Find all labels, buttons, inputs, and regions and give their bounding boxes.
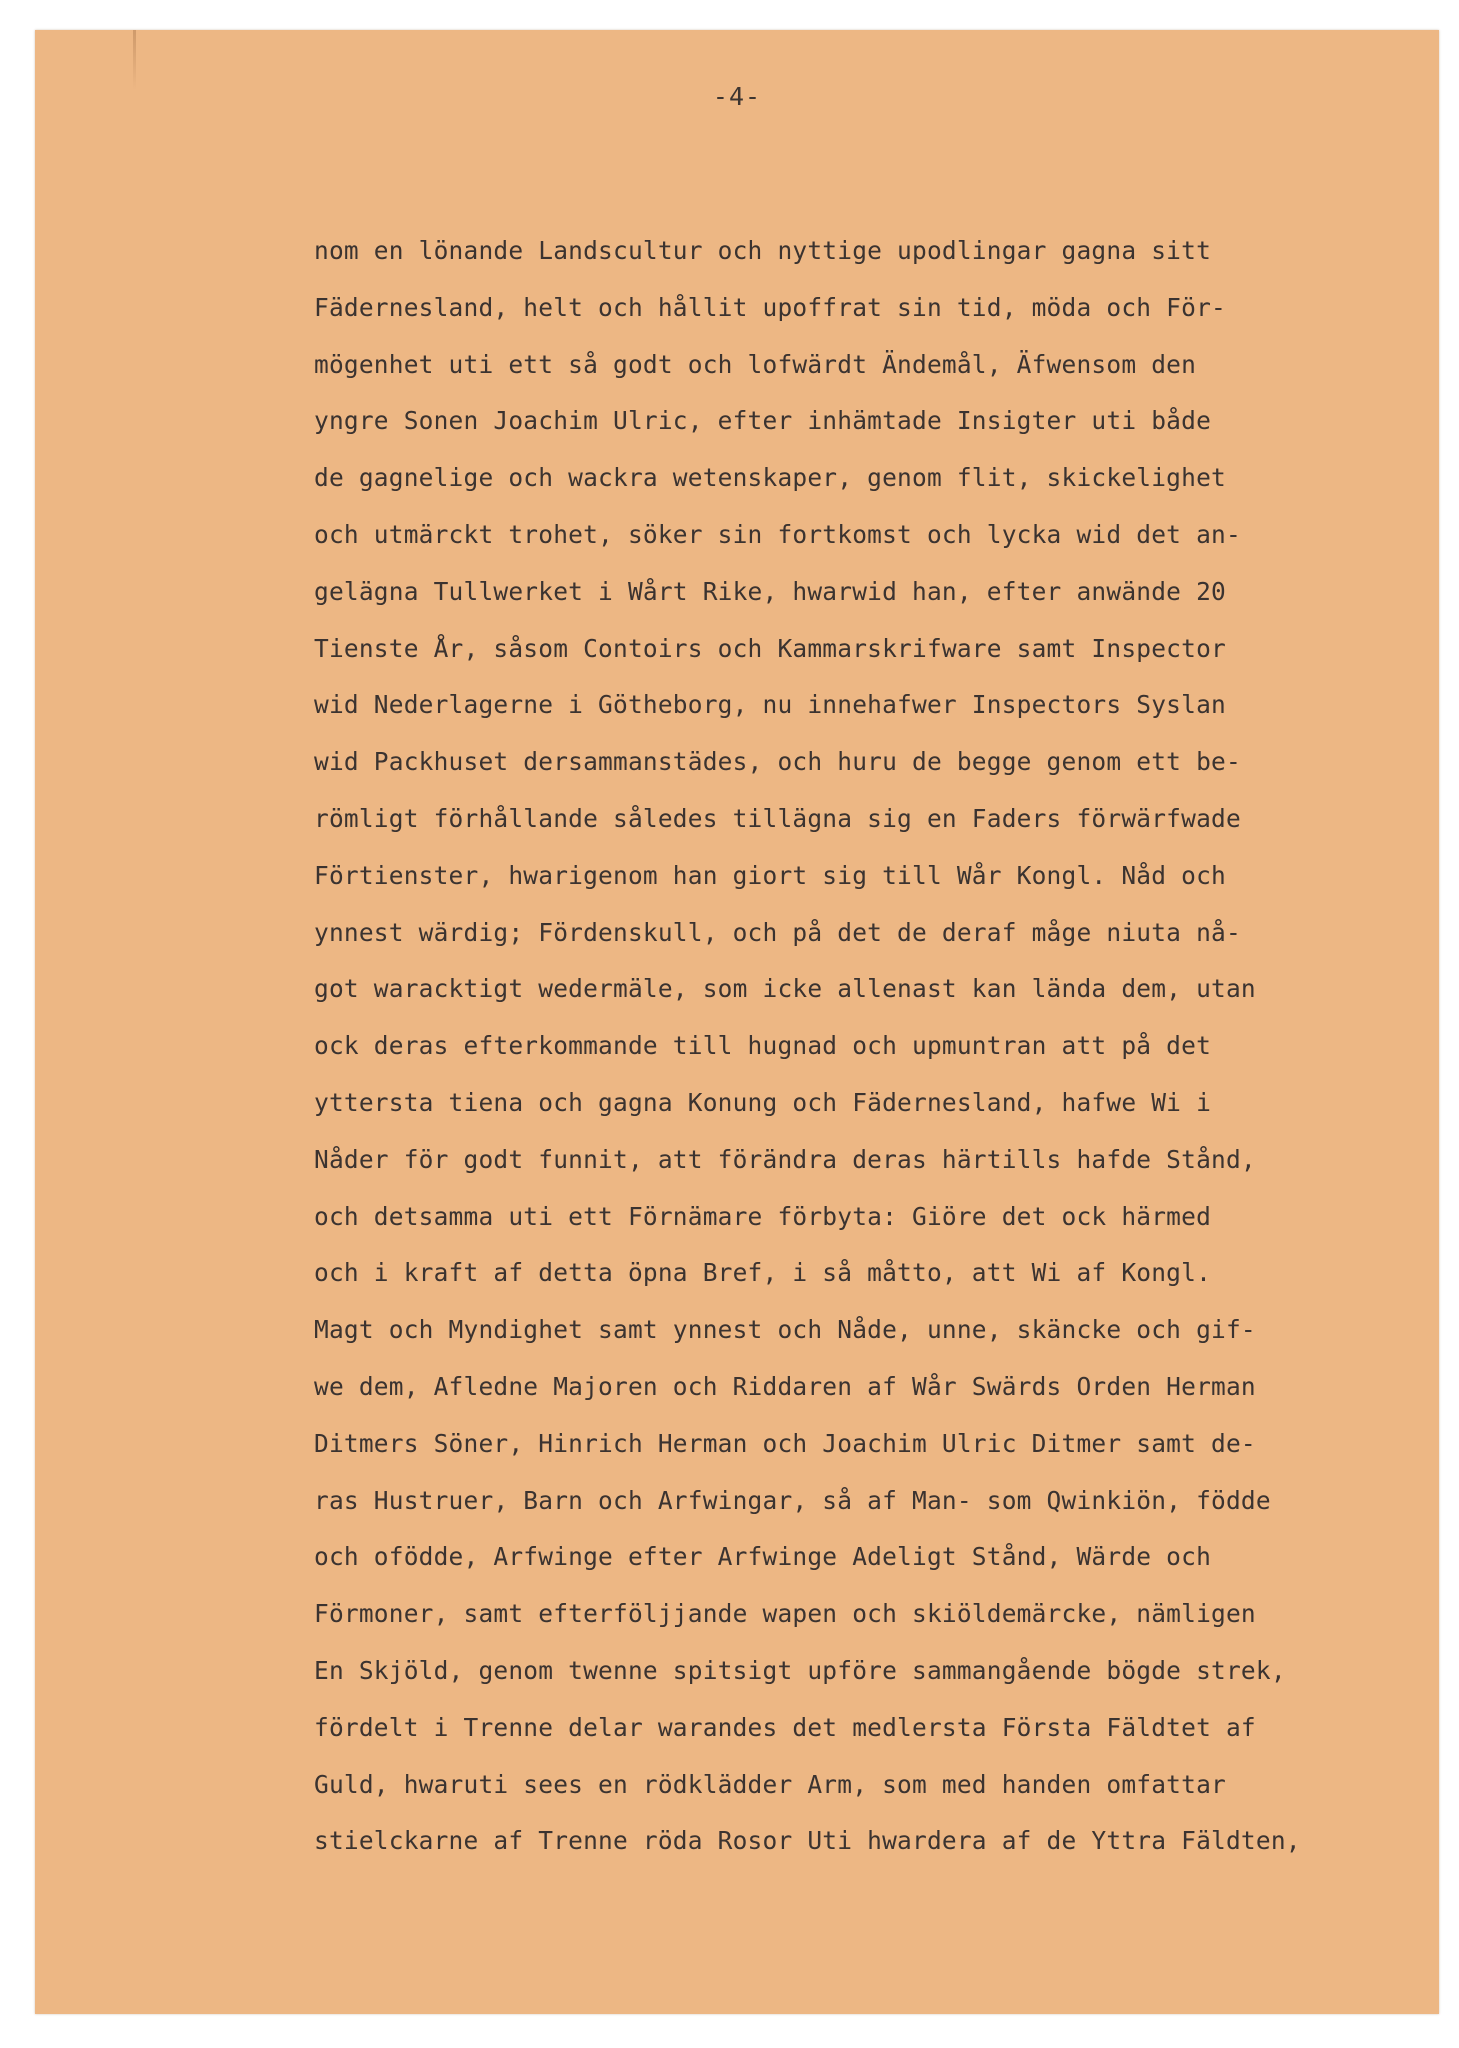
text-line: Tienste År, såsom Contoirs och Kammarskrifware samt Inspector xyxy=(314,633,1226,663)
text-line: Ditmers Söner, Hinrich Herman och Joachim Ulric Ditmer samt de- xyxy=(314,1428,1256,1458)
text-line: we dem, Afledne Majoren och Riddaren af Wår Swärds Orden Herman xyxy=(314,1371,1256,1401)
text-line: römligt förhållande således tillägna sig en Faders förwärfwade xyxy=(314,803,1241,833)
page-number: -4- xyxy=(712,82,762,111)
text-line: de gagnelige och wackra wetenskaper, genom flit, skickelighet xyxy=(314,463,1226,493)
text-line: wid Packhuset dersammanstädes, och huru de begge genom ett be- xyxy=(314,747,1241,777)
text-line: ock deras efterkommande till hugnad och upmuntran att på det xyxy=(314,1031,1212,1061)
text-line: yngre Sonen Joachim Ulric, efter inhämtade Insigter uti både xyxy=(314,406,1212,436)
text-line: Guld, hwaruti sees en rödklädder Arm, som med handen omfattar xyxy=(314,1769,1226,1799)
text-line: En Skjöld, genom twenne spitsigt upföre sammangående bögde strek, xyxy=(314,1655,1286,1685)
text-line: och ofödde, Arfwinge efter Arfwinge Adeligt Stånd, Wärde och xyxy=(314,1542,1212,1572)
text-line: fördelt i Trenne delar warandes det medlersta Första Fäldtet af xyxy=(314,1712,1256,1742)
text-line: got waracktigt wedermäle, som icke allenast kan lända dem, utan xyxy=(314,974,1256,1004)
text-line: Nåder för godt funnit, att förändra deras härtills hafde Stånd, xyxy=(314,1144,1256,1174)
text-line: Fädernesland, helt och hållit upoffrat sin tid, möda och För- xyxy=(314,292,1226,322)
document-page xyxy=(35,30,1439,2014)
text-line: yttersta tiena och gagna Konung och Fädernesland, hafwe Wi i xyxy=(314,1087,1212,1117)
text-line: ras Hustruer, Barn och Arfwingar, så af Man- som Qwinkiön, födde xyxy=(314,1485,1271,1515)
text-line: Förmoner, samt efterföljjande wapen och skiöldemärcke, nämligen xyxy=(314,1599,1256,1629)
text-line: stielckarne af Trenne röda Rosor Uti hwardera af de Yttra Fäldten, xyxy=(314,1826,1301,1856)
text-line: gelägna Tullwerket i Wårt Rike, hwarwid han, efter anwände 20 xyxy=(314,576,1226,606)
text-line: Förtienster, hwarigenom han giort sig till Wår Kongl. Nåd och xyxy=(314,860,1226,890)
paper-fold-mark xyxy=(133,30,136,90)
text-line: ynnest wärdig; Fördenskull, och på det de deraf måge niuta nå- xyxy=(314,917,1241,947)
text-line: och detsamma uti ett Förnämare förbyta: Giöre det ock härmed xyxy=(314,1201,1212,1231)
text-line: mögenhet uti ett så godt och lofwärdt Ändemål, Äfwensom den xyxy=(314,349,1197,379)
text-line: wid Nederlagerne i Götheborg, nu innehafwer Inspectors Syslan xyxy=(314,690,1226,720)
text-line: och i kraft af detta öpna Bref, i så måtto, att Wi af Kongl. xyxy=(314,1258,1212,1288)
text-line: och utmärckt trohet, söker sin fortkomst och lycka wid det an- xyxy=(314,519,1241,549)
text-line: nom en lönande Landscultur och nyttige upodlingar gagna sitt xyxy=(314,236,1212,265)
text-line: Magt och Myndighet samt ynnest och Nåde, unne, skäncke och gif- xyxy=(314,1315,1256,1345)
typed-text-body xyxy=(314,223,1439,1870)
